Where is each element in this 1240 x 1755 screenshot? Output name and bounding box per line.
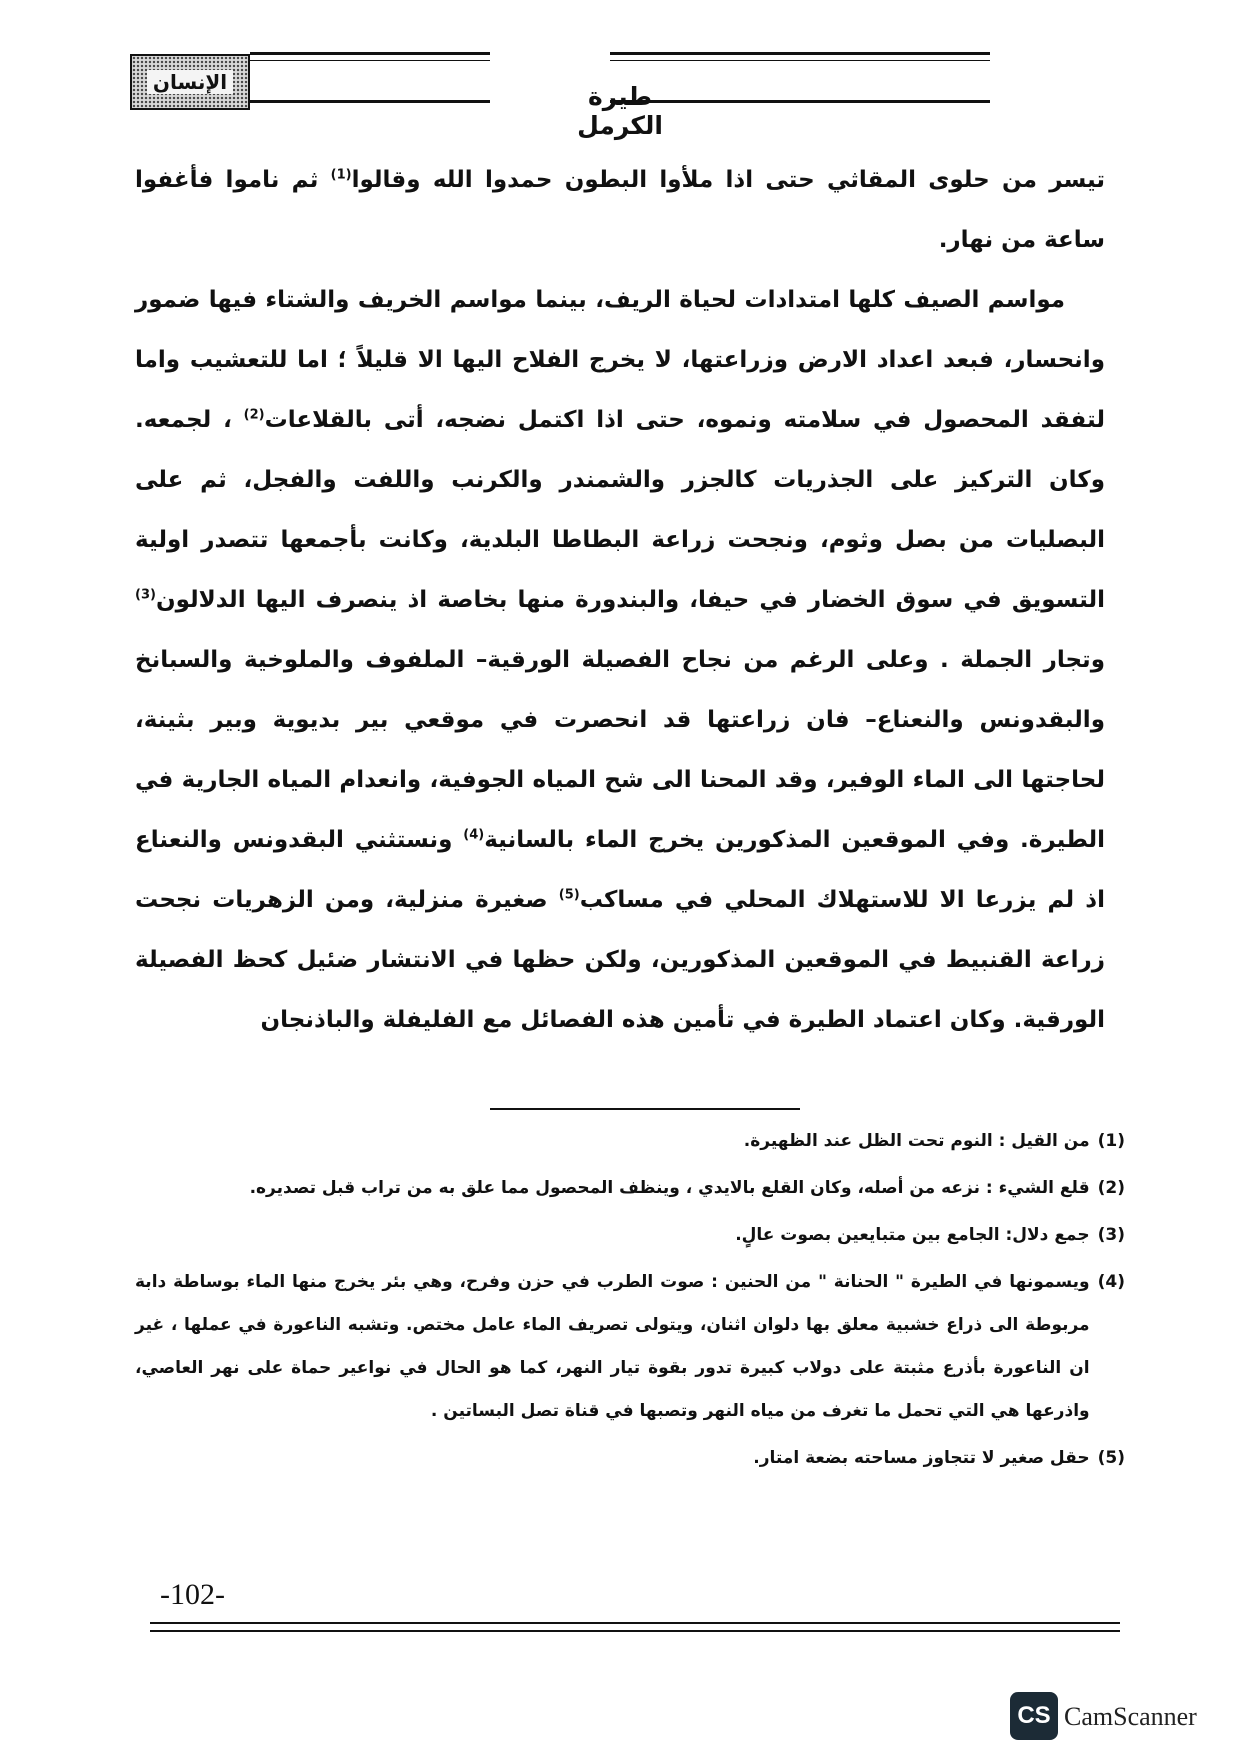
footnote-text: قلع الشيء : نزعه من أصله، وكان القلع بالايدي ، وينظف المحصول مما علق به من تراب قبل تصديره.: [249, 1178, 1090, 1198]
camscanner-logo: CS: [1010, 1692, 1058, 1740]
footnote-number: (5): [1097, 1448, 1125, 1468]
footnote-4: [135, 1261, 1125, 1433]
footnote-number: (4): [1097, 1272, 1125, 1292]
footnote-text: حقل صغير لا تتجاوز مساحته بضعة امتار.: [753, 1448, 1090, 1468]
paragraph-2: مواسم الصيف كلها امتدادات لحياة الريف، بينما مواسم الخريف والشتاء فيها ضمور وانحسار، فبعد اعداد الارض وزراعتها، لا يخرج الفلاح اليها الا قليلاً ؛ اما للتعشيب واما لتفقد المحصول في سلامته ونموه، حتى اذا اكتمل نضجه، أتى بالقلاعات$^{(2)}$ ، لجمعه. وكان التركيز على الجذريات كالجزر والشمندر والكرنب واللفت والفجل، ثم على البصليات من بصل وثوم، ونجحت زراعة البطاطا البلدية، وكانت بأجمعها تتصدر اولية التسويق في سوق الخضار في حيفا، والبندورة منها بخاصة اذ ينصرف اليها الدلالون$^{(3)}$ وتجار الجملة . وعلى الرغم من نجاح الفصيلة الورقية– الملفوف والملوخية والسبانخ والبقدونس والنعناع– فان زراعتها قد انحصرت في موقعي بير بديوية وبير بثينة، لحاجتها الى الماء الوفير، وقد المحنا الى شح المياه الجوفية، وانعدام المياه الجارية في الطيرة. وفي الموقعين المذكورين يخرج الماء بالسانية$^{(4)}$ ونستثني البقدونس والنعناع اذ لم يزرعا الا للاستهلاك المحلي في مساكب$^{(5)}$ صغيرة منزلية، ومن الزهريات نجحت زراعة القنبيط في الموقعين المذكورين، ولكن حظها في الانتشار ضئيل كحظ الفصيلة الورقية. وكان اعتماد الطيرة في تأمين هذه الفصائل مع الفليفلة والباذنجان: [135, 287, 1105, 1033]
footnote-ref-1[interactable]: (1): [330, 167, 352, 183]
page-number: -102-: [160, 1578, 225, 1611]
footnote-text: جمع دلال: الجامع بين متبايعين بصوت عالٍ.: [735, 1225, 1090, 1245]
footnote-5: [135, 1437, 1125, 1480]
header-rule-left-bottom: [250, 100, 490, 103]
footer-rule-top: [150, 1622, 1120, 1624]
footnote-1: [135, 1120, 1125, 1163]
header-rule-right-top: [610, 52, 990, 55]
paragraph-1: تيسر من حلوى المقاثي حتى اذا ملأوا البطون حمدوا الله وقالوا$^{(1)}$ ثم ناموا فأغفوا ساعة من نهار.: [135, 167, 1105, 253]
footnote-text: من القيل : النوم تحت الظل عند الظهيرة.: [743, 1131, 1090, 1151]
running-header-title: طيرة الكرمل: [577, 82, 663, 140]
footnote-ref-4[interactable]: (4): [463, 827, 485, 843]
header-rule-right-mid: [610, 60, 990, 61]
footnote-ref-2[interactable]: (2): [243, 407, 265, 423]
body-text: [135, 150, 1105, 1050]
footnote-number: (2): [1097, 1178, 1125, 1198]
footnote-ref-5[interactable]: (5): [558, 887, 580, 903]
header-rule-left-top: [250, 52, 490, 55]
camscanner-watermark-text: CamScanner: [1064, 1702, 1197, 1731]
footnote-separator: [490, 1108, 800, 1110]
footnote-3: [135, 1214, 1125, 1257]
header-rule-left-mid: [250, 60, 490, 61]
footnote-text: ويسمونها في الطيرة " الحنانة " من الحنين : صوت الطرب في حزن وفرح، وهي بئر يخرج منها الماء بوساطة دابة مربوطة الى ذراع خشبية معلق بها دلوان اثنان، ويتولى تصريف الماء عامل مختص. وتشبه الناعورة في عملها ، غير ان الناعورة بأذرع مثبتة على دولاب كبيرة تدور بقوة تيار النهر، كما هو الحال في نواعير حماة على نهر العاصي، واذرعها هي التي تحمل ما تغرف من مياه النهر وتصبها في قناة تصل البساتين .: [135, 1272, 1090, 1421]
footnote-2: [135, 1167, 1125, 1210]
footnote-ref-3[interactable]: (3): [135, 587, 156, 603]
footnote-number: (1): [1097, 1131, 1125, 1151]
footnotes: [135, 1120, 1125, 1484]
journal-logo: [130, 54, 250, 110]
footnote-number: (3): [1097, 1225, 1125, 1245]
journal-logo-text: الإنسان: [147, 70, 233, 94]
footer-rule-bottom: [150, 1630, 1120, 1632]
